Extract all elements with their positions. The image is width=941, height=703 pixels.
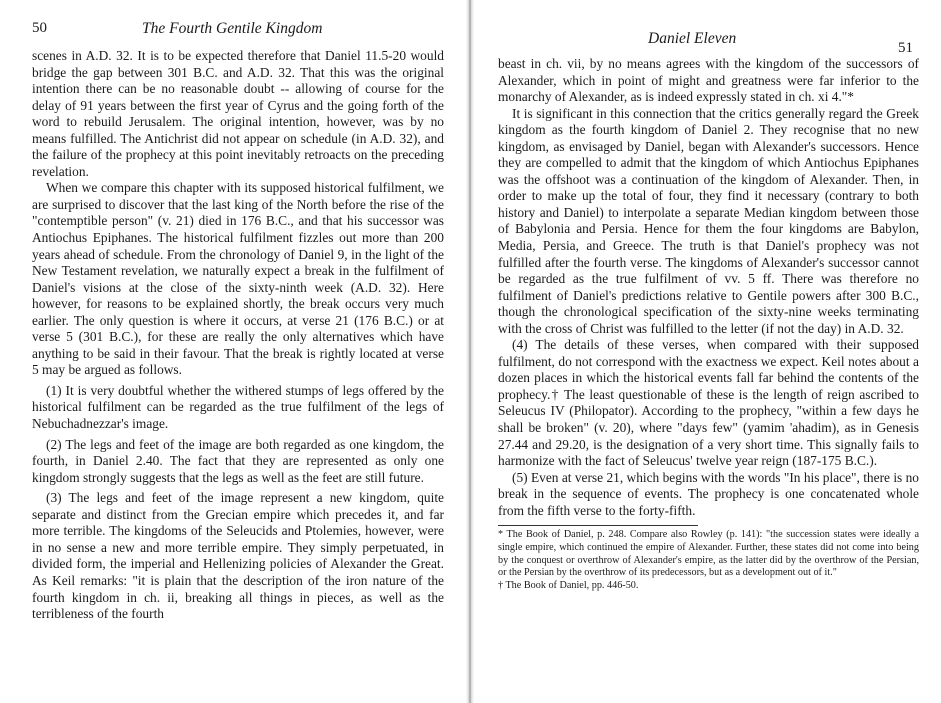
footnote-2: † The Book of Daniel, pp. 446-50. <box>498 579 639 591</box>
left-page-number: 50 <box>32 20 47 36</box>
right-paragraph-2: It is significant in this connection that the critics generally regard the Greek kingdom as the fourth kingdom of Daniel 2. They recognise that no new kingdom, as envisaged by Daniel, began with Alexander's successors. Hence they are compelled to admit that the kingdom of which Antiochus Epiphanes was the offshoot was a continuation of the kingdom of Alexander. Then, in order to make up the total of four, they find it necessary (contrary to both history and Daniel) to interpolate a separate Median kingdom between those of Babylonia and Persia. Hence for them the four kingdoms are Babylon, Media, Persia, and Greece. The truth is that Daniel's prophecy was not fulfilled after the fourth verse. The kingdoms of Alexander's successor cannot be regarded as the true fulfilment of vv. 5 ff. There was therefore no fulfilment of Daniel's predictions relative to Gentile powers after 300 B.C., though the chronological specification of the sixty-nine weeks terminating with the cross of Christ was fulfilled to the letter (if not the day) in A.D. 32. <box>498 105 919 336</box>
footnote-1: * The Book of Daniel, p. 248. Compare also Rowley (p. 141): "the succession states were ideally a single empire, which continued the empire of Alexander. Further, these states did not come into being by the conquest or overthrow of Alexander's empire, as the latter did by the overthrow of the Persian, or the Persian by the overthrow of its predecessors, but as a development out of it." <box>498 529 919 579</box>
left-page <box>0 0 470 703</box>
right-running-title: Daniel Eleven <box>648 30 737 47</box>
left-paragraph-2: When we compare this chapter with its supposed historical fulfilment, we are surprised to discover that the last king of the North before the rise of the "contemptible person" (v. 21) died in 176 B.C., and that his successor was Antiochus Epiphanes. The historical fulfilment fizzles out more than 200 years ahead of schedule. From the chronology of Daniel 9, in the light of the New Testament revelation, we naturally expect a break in the fulfilment of Daniel's visions at the close of the sixty-ninth week (A.D. 32). Here however, for reasons to be explained shortly, the break occurs very much earlier. The only question is where it occurs, at verse 21 (176 B.C.) or at verse 5 (301 B.C.), for these are really the only alternatives which have anything to be said in their favour. That the break is rightly located at verse 5 may be argued as follows. <box>32 180 444 378</box>
footnote-rule <box>498 525 698 526</box>
left-paragraph-5: (3) The legs and feet of the image represent a new kingdom, quite separate and distinct from the Grecian empire which precedes it, and far more terrible. The kingdoms of the Seleucids and Ptolemies, however, were in no sense a new and more terrible empire. They simply perpetuated, in divided form, the imperial and Hellenizing policies of Alexander the Great. As Keil remarks: "it is plain that the description of the iron nature of the fourth kingdom in ch. ii, breaking all things in pieces, as well as the terribleness of the fourth <box>32 490 444 622</box>
right-page <box>470 0 941 703</box>
left-running-title: The Fourth Gentile Kingdom <box>142 20 323 37</box>
left-paragraph-1: scenes in A.D. 32. It is to be expected therefore that Daniel 11.5-20 would bridge the gap between 301 B.C. and A.D. 32. That this was the original intention there can be no reasonable doubt -- allowing of course for the delay of 91 years between the first year of Cyrus and the going forth of the word to rebuild Jerusalem. The original intention, however, was by no means fulfilled. The Antichrist did not appear on schedule (in A.D. 32), and the failure of the prophecy at this point inevitably retroacts on the preceding revelation. <box>32 48 444 179</box>
left-paragraph-3: (1) It is very doubtful whether the withered stumps of legs offered by the historical fulfilment can be regarded as the true fulfilment of the legs of Nebuchadnezzar's image. <box>32 382 444 432</box>
right-paragraph-4: (5) Even at verse 21, which begins with the words "In his place", there is no break in the sequence of events. The prophecy is one concatenated whole from the fifth verse to the forty-fifth. <box>498 469 919 518</box>
left-running-head <box>32 20 444 48</box>
right-paragraph-1: beast in ch. vii, by no means agrees with the kingdom of the successors of Alexander, which in point of might and greatness were far inferior to the monarchy of Alexander, as is indeed expressly stated in ch. xi 4."* <box>498 56 919 105</box>
right-paragraph-3: (4) The details of these verses, when compared with their supposed fulfilment, do not correspond with the exactness we expect. Keil notes about a dozen places in which the historical events fall far behind the contents of the prophecy.† The least questionable of these is the length of reign ascribed to Seleucus IV (Philopator). According to the prophecy, "within a few days he shall be broken" (v. 20), where "days few" (yamim 'ahadim), as in Genesis 27.44 and 29.20, is the designation of a very short time. This signally fails to harmonize with the fact of Seleucus' twelve year reign (187-175 B.C.). <box>498 337 919 469</box>
left-paragraph-4: (2) The legs and feet of the image are both regarded as one kingdom, the fourth, in Daniel 2.40. The fact that they are represented as only one kingdom strongly suggests that the legs as well as the feet are still future. <box>32 436 444 485</box>
right-running-head <box>498 30 919 56</box>
right-page-number: 51 <box>898 40 913 56</box>
